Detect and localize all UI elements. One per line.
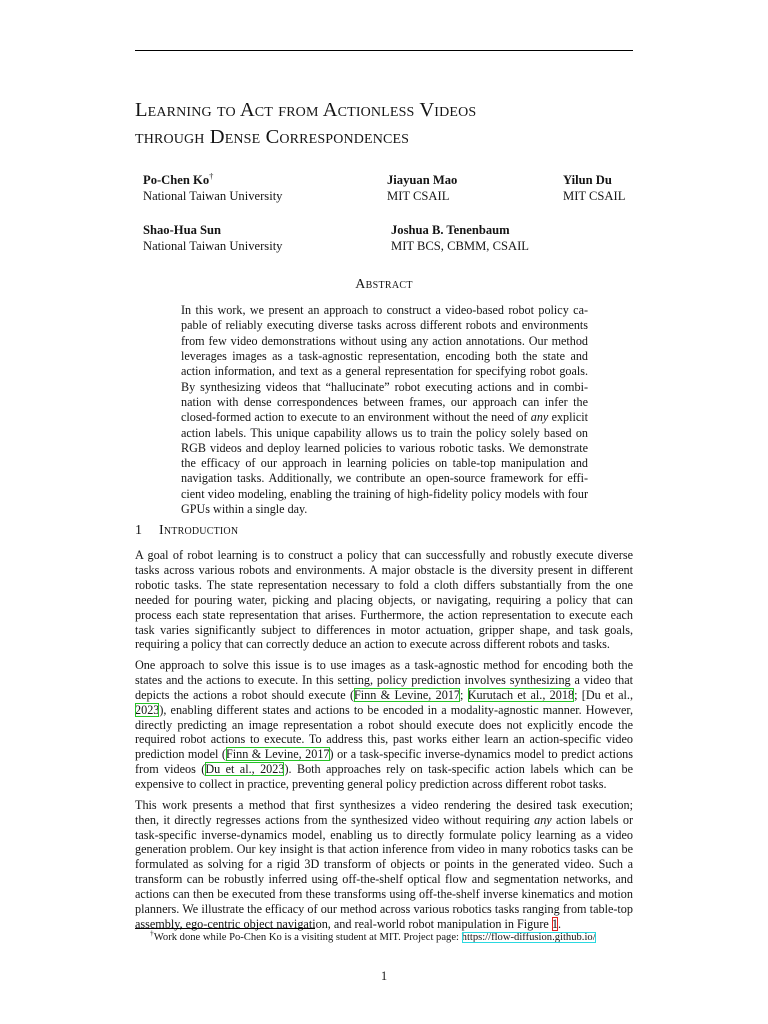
emphasis-text: any [534, 812, 552, 827]
citation-link[interactable]: Du et al., 2023 [205, 762, 285, 777]
text-line: closed-formed action to execute to an environment without the need of any explicit [181, 410, 589, 425]
text-line: task varies significantly subject to differences in motor actuation, gripper shape, and task goals, [135, 622, 633, 637]
paper-title [135, 97, 695, 151]
text-line: A goal of robot learning is to construct a policy that can successfully and robustly execute diverse [135, 548, 633, 562]
text-line: required robot actions to execute. To address this, past works either learn an action-specific video [135, 732, 633, 747]
author-name: Yilun Du [563, 173, 612, 187]
text-line: RGB videos and deploy learned policies to various robotic tasks. We demonstrate [181, 440, 588, 455]
author-block [143, 170, 283, 204]
paragraph [135, 658, 633, 792]
text-line: navigation tasks. Additionally, we contribute an open-source framework for effi- [181, 471, 588, 486]
footnote-text: Work done while Po-Chen Ko is a visiting student at MIT. Project page: [153, 932, 462, 943]
text-line: This work presents a method that first synthesizes a video rendering the desired task execution; [135, 797, 633, 812]
footnote [150, 928, 596, 944]
author-block [391, 223, 529, 254]
introduction-body [135, 548, 633, 937]
text-line: leverages images as a task-agnostic representation, encoding both the state and [181, 348, 588, 363]
text-line: action labels. This unique capability allows us to train the policy solely based on [181, 425, 588, 440]
page-number: 1 [380, 969, 388, 983]
emphasis-text: any [530, 410, 549, 425]
author-affiliation: MIT BCS, CBMM, CSAIL [391, 238, 529, 253]
text-line: action information, and text as a general representation for specifying robot goals. [181, 364, 588, 379]
author-block [143, 223, 282, 254]
text-line: expensive to collect in practice, preventing general policy prediction across different robot tasks. [135, 777, 607, 792]
citation-link[interactable]: Kurutach et al., 2018 [467, 687, 575, 702]
text-line: task-specific inverse-dynamics model, enabling us to directly formulate policy learning as a video [135, 827, 633, 842]
author-block [387, 173, 457, 204]
text-line: 2023), enabling different states and actions to be encoded in a modality-agnostic manner. However, [135, 702, 633, 717]
text-line: directly predicting an image representation a robot should execute does not explicitly encode the [135, 717, 633, 732]
text-line: prediction model (Finn & Levine, 2017) or a task-specific inverse-dynamics model to predict actions [135, 747, 633, 762]
project-page-link[interactable]: https://flow-diffusion.github.io/ [461, 932, 596, 943]
title-line-1: Learning to Act from Actionless Videos [135, 99, 477, 121]
author-name: Shao-Hua Sun [143, 223, 222, 237]
author-block [563, 173, 625, 204]
author-affiliation: MIT CSAIL [563, 188, 626, 203]
text-line: formulated as solving for a rigid 3D transform of objects or points in the generated video. Such a [135, 857, 633, 872]
citation-link[interactable]: 2023 [135, 702, 160, 717]
citation-link[interactable]: Finn & Levine, 2017 [354, 687, 461, 702]
citation-link[interactable]: Finn & Levine, 2017 [225, 747, 330, 762]
title-line-2: through Dense Correspondences [135, 126, 410, 148]
text-line: process each state representation that arises. Furthermore, the action representation to execute each [135, 607, 633, 622]
text-line: assembly, ego-centric object navigation, and real-world robot manipulation in Figure 1. [135, 916, 561, 931]
text-line: actions can then be executed from these transforms using off-the-shelf inverse kinematics and motion [135, 887, 633, 902]
text-line: GPUs within a single day. [181, 502, 308, 517]
footnote-mark: † [150, 928, 154, 938]
text-line: requiring a policy that can correctly deduce an action to execute across different robots and tasks. [135, 637, 610, 652]
author-name: Po-Chen Ko [143, 173, 210, 187]
text-line: depicts the actions a robot should execute (Finn & Levine, 2017; Kurutach et al., 2018; [Du et al., [135, 687, 634, 702]
text-line: nation with dense correspondences between frames, our approach can infer the [181, 394, 588, 409]
author-affiliation: MIT CSAIL [387, 188, 450, 203]
text-line: In this work, we present an approach to construct a video-based robot policy ca- [181, 303, 588, 317]
author-name: Joshua B. Tenenbaum [391, 223, 510, 237]
abstract-heading: Abstract [355, 277, 413, 292]
section-heading [135, 523, 238, 539]
text-line: transform can be robustly inferred using off-the-shelf optical flow and segmentation networks, and [135, 872, 633, 887]
text-line: then, it directly regresses actions from the synthesized video without requiring any action labels or [135, 812, 633, 827]
text-line: cient video modeling, enabling the training of high-fidelity policy models with four [181, 486, 588, 501]
text-line: By synthesizing videos that “hallucinate” robot executing actions and in combi- [181, 379, 588, 394]
top-rule [135, 50, 633, 51]
text-line: tasks across various robots and environments. A major obstacle is the diversity present in different [135, 562, 633, 577]
text-line: states and the actions to execute. In this setting, policy prediction involves synthesizing a video that [135, 672, 633, 687]
abstract-text [181, 303, 588, 517]
text-line: generation problem. Our key insight is that action inference from video in many robotics tasks can be [135, 842, 633, 857]
text-line: from videos (Du et al., 2023). Both approaches rely on task-specific action labels which can be [135, 762, 634, 777]
text-line: planners. We illustrate the efficacy of our method across various robotics tasks ranging from table-top [135, 902, 633, 917]
text-line: pable of reliably executing diverse tasks across different robots and environments [181, 318, 588, 333]
author-footnote-mark[interactable]: † [209, 170, 214, 181]
text-line: robotic tasks. The state representation necessary to fold a cloth differs substantially from the one [135, 577, 633, 592]
author-affiliation: National Taiwan University [143, 188, 283, 203]
section-number: 1 [135, 523, 143, 538]
text-line: One approach to solve this issue is to use images as a task-agnostic method for encoding both the [135, 657, 633, 672]
author-name: Jiayuan Mao [387, 173, 458, 187]
paragraph [135, 798, 633, 932]
author-affiliation: National Taiwan University [143, 238, 283, 253]
text-line: the efficacy of our approach in learning policies on table-top manipulation and [181, 456, 588, 471]
footnote-rule [135, 928, 315, 929]
figure-reference-link[interactable]: 1 [551, 916, 558, 931]
text-line: needed for pouring water, picking and placing objects, or navigating, requiring a policy that can [135, 592, 633, 607]
text-line: from few video demonstrations without using any action annotations. Our method [181, 333, 588, 348]
section-title: Introduction [159, 523, 239, 538]
paragraph [135, 548, 633, 652]
